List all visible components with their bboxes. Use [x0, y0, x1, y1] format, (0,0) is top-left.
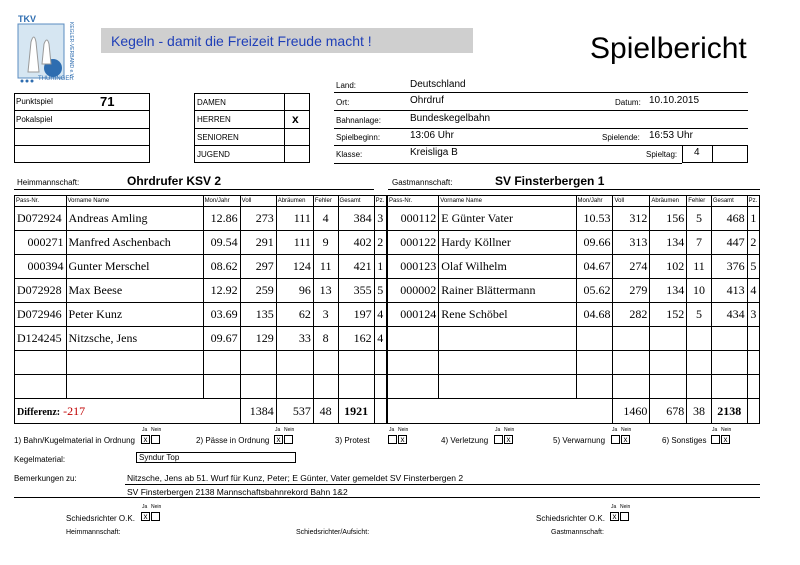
pz — [374, 375, 386, 399]
birth-date — [576, 375, 613, 399]
player-name: Hardy Köllner — [439, 231, 576, 255]
abraeumen: 134 — [650, 231, 687, 255]
table-row — [388, 255, 760, 279]
table-row — [388, 351, 760, 375]
differenz-cell — [15, 399, 241, 424]
kegelmaterial-label: Kegelmaterial: — [14, 455, 66, 464]
player-name — [66, 351, 203, 375]
check-2-nein-label: Nein — [284, 427, 295, 433]
signature-schiri-label: Schiedsrichter/Aufsicht: — [296, 529, 370, 536]
datum-label: Datum: — [615, 98, 641, 107]
col-name: Vorname Name — [439, 196, 576, 207]
home-total-pz — [374, 399, 386, 424]
voll: 297 — [240, 255, 276, 279]
punktspiel-label: Punktspiel — [16, 97, 53, 106]
schiedsrichter-ok-right-label: Schiedsrichter O.K. — [536, 514, 605, 523]
pz: 4 — [374, 303, 386, 327]
slogan-text: Kegeln - damit die Freizeit Freude macht ! — [111, 33, 372, 49]
gesamt: 421 — [338, 255, 374, 279]
signature-heim-label: Heimmannschaft: — [66, 529, 121, 536]
player-name — [439, 327, 576, 351]
col-name: Vorname Name — [66, 196, 203, 207]
guest-total-gesamt: 2138 — [711, 399, 747, 424]
fehler: 13 — [313, 279, 338, 303]
table-row — [15, 375, 387, 399]
player-name — [66, 375, 203, 399]
voll: 135 — [240, 303, 276, 327]
table-row — [388, 279, 760, 303]
voll — [240, 375, 276, 399]
klasse-value: Kreisliga B — [410, 147, 458, 158]
table-row — [388, 231, 760, 255]
fehler: 11 — [687, 255, 712, 279]
abraeumen — [650, 375, 687, 399]
col-pass: Pass-Nr. — [15, 196, 67, 207]
bemerkung-line-2: SV Finsterbergen 2138 Mannschaftsbahnrekord Bahn 1&2 — [127, 487, 348, 497]
birth-date: 09.67 — [203, 327, 240, 351]
voll: 312 — [613, 207, 650, 231]
schiedsrichter-left-ja-label: Ja — [142, 504, 148, 510]
heim-team-name: Ohrdrufer KSV 2 — [127, 174, 222, 188]
pass-nr: 000271 — [15, 231, 67, 255]
check-1-ja-box[interactable]: x — [141, 435, 150, 444]
abraeumen: 96 — [276, 279, 313, 303]
pass-nr — [15, 375, 67, 399]
bemerkung-line-1: Nitzsche, Jens ab 51. Wurf für Kunz, Peter; E Günter, Vater gemeldet SV Finsterbergen 2 — [127, 473, 464, 483]
pass-nr — [388, 351, 439, 375]
abraeumen: 111 — [276, 231, 313, 255]
birth-date: 04.67 — [576, 255, 613, 279]
spieltag-value: 4 — [694, 147, 700, 158]
fehler — [687, 327, 712, 351]
table-row — [15, 351, 387, 375]
birth-date — [576, 327, 613, 351]
abraeumen — [650, 351, 687, 375]
schiedsrichter-left-nein-box[interactable] — [151, 512, 160, 521]
abraeumen: 102 — [650, 255, 687, 279]
pass-nr: D124245 — [15, 327, 67, 351]
category-damen: DAMEN — [197, 98, 226, 107]
gesamt — [711, 351, 747, 375]
abraeumen: 111 — [276, 207, 313, 231]
guest-total-pz — [747, 399, 759, 424]
pz — [747, 375, 759, 399]
check-3-label: 3) Protest — [335, 436, 370, 445]
gesamt — [711, 327, 747, 351]
abraeumen: 62 — [276, 303, 313, 327]
logo-text: TKV — [18, 14, 36, 24]
fehler: 10 — [687, 279, 712, 303]
spielende-label: Spielende: — [602, 133, 640, 142]
pass-nr: 000122 — [388, 231, 439, 255]
spieltag-box — [682, 145, 748, 163]
player-name: Gunter Merschel — [66, 255, 203, 279]
fehler: 5 — [687, 303, 712, 327]
birth-date: 03.69 — [203, 303, 240, 327]
pass-nr: 000123 — [388, 255, 439, 279]
pass-nr: D072946 — [15, 303, 67, 327]
pz: 1 — [747, 207, 759, 231]
guest-total-voll: 1460 — [613, 399, 650, 424]
voll: 274 — [613, 255, 650, 279]
check-2-ja-label: Ja — [275, 427, 281, 433]
schiedsrichter-left-nein-label: Nein — [151, 504, 162, 510]
fehler — [687, 351, 712, 375]
check-5-label: 5) Verwarnung — [553, 436, 606, 445]
guest-totals-spacer — [388, 399, 613, 424]
guest-total-fehler: 38 — [687, 399, 712, 424]
col-abraeumen: Abräumen — [650, 196, 687, 207]
voll: 313 — [613, 231, 650, 255]
player-name: E Günter Vater — [439, 207, 576, 231]
gast-label: Gastmannschaft: — [392, 178, 453, 187]
pz — [374, 351, 386, 375]
pass-nr: 000394 — [15, 255, 67, 279]
abraeumen: 156 — [650, 207, 687, 231]
guest-player-table — [387, 195, 760, 424]
gesamt: 384 — [338, 207, 374, 231]
spieltag-label: Spieltag: — [646, 150, 678, 159]
schiedsrichter-right-nein-box[interactable] — [620, 512, 629, 521]
logo-bottom-text: THÜRINGER — [38, 76, 74, 82]
table-row — [15, 327, 387, 351]
category-herren-mark: x — [292, 112, 299, 126]
player-name: Olaf Wilhelm — [439, 255, 576, 279]
guest-total-abraeumen: 678 — [650, 399, 687, 424]
spielbeginn-value: 13:06 Uhr — [410, 130, 454, 141]
home-total-fehler: 48 — [313, 399, 338, 424]
pz: 3 — [374, 207, 386, 231]
col-date: Mon/Jahr — [203, 196, 240, 207]
check-6-label: 6) Sonstiges — [662, 436, 707, 445]
player-name: Rainer Blättermann — [439, 279, 576, 303]
birth-date: 12.92 — [203, 279, 240, 303]
check-1-nein-label: Nein — [151, 427, 162, 433]
pass-nr: 000112 — [388, 207, 439, 231]
birth-date: 09.66 — [576, 231, 613, 255]
player-name — [439, 351, 576, 375]
pz: 4 — [747, 279, 759, 303]
check-4-label: 4) Verletzung — [441, 436, 489, 445]
gesamt: 434 — [711, 303, 747, 327]
home-totals-row — [15, 399, 387, 424]
gesamt: 355 — [338, 279, 374, 303]
kegel-logo-icon — [16, 14, 92, 84]
col-gesamt: Gesamt — [711, 196, 747, 207]
check-2-label: 2) Pässe in Ordnung — [196, 436, 270, 445]
pz: 4 — [374, 327, 386, 351]
voll — [613, 327, 650, 351]
birth-date: 05.62 — [576, 279, 613, 303]
check-1-nein-box[interactable] — [151, 435, 160, 444]
check-3-nein-label: Nein — [398, 427, 409, 433]
check-3-ja-box[interactable] — [388, 435, 397, 444]
table-row — [15, 231, 387, 255]
gesamt: 162 — [338, 327, 374, 351]
birth-date: 12.86 — [203, 207, 240, 231]
pokalspiel-label: Pokalspiel — [16, 115, 53, 124]
check-3-nein-box[interactable]: x — [398, 435, 407, 444]
pz: 2 — [374, 231, 386, 255]
col-fehler: Fehler — [313, 196, 338, 207]
check-5-ja-box[interactable] — [611, 435, 620, 444]
fehler: 9 — [313, 231, 338, 255]
fehler: 5 — [687, 207, 712, 231]
birth-date — [576, 351, 613, 375]
schiedsrichter-right-ja-box[interactable]: x — [610, 512, 619, 521]
birth-date: 10.53 — [576, 207, 613, 231]
table-row — [388, 327, 760, 351]
check-1-label: 1) Bahn/Kugelmaterial in Ordnung — [14, 436, 135, 445]
check-3-ja-label: Ja — [389, 427, 395, 433]
schiedsrichter-ok-left-label: Schiedsrichter O.K. — [66, 514, 135, 523]
player-name: Peter Kunz — [66, 303, 203, 327]
bemerkungen-label: Bemerkungen zu: — [14, 474, 77, 483]
check-1-ja-label: Ja — [142, 427, 148, 433]
abraeumen — [276, 351, 313, 375]
bahnanlage-label: Bahnanlage: — [336, 116, 381, 125]
gesamt: 197 — [338, 303, 374, 327]
abraeumen: 33 — [276, 327, 313, 351]
player-name: Max Beese — [66, 279, 203, 303]
table-row — [15, 255, 387, 279]
pass-nr: 000002 — [388, 279, 439, 303]
guest-header-row — [388, 196, 760, 207]
birth-date — [203, 375, 240, 399]
kegelmaterial-value: Syndur Top — [139, 453, 180, 462]
col-fehler: Fehler — [687, 196, 712, 207]
land-label: Land: — [336, 81, 357, 90]
table-row — [15, 303, 387, 327]
player-name: Rene Schöbel — [439, 303, 576, 327]
category-herren: HERREN — [197, 115, 231, 124]
check-6-nein-label: Nein — [721, 427, 732, 433]
voll: 259 — [240, 279, 276, 303]
bahnanlage-value: Bundeskegelbahn — [410, 113, 491, 124]
player-name — [439, 375, 576, 399]
check-4-ja-box[interactable] — [494, 435, 503, 444]
voll: 129 — [240, 327, 276, 351]
fehler — [313, 375, 338, 399]
check-4-ja-label: Ja — [495, 427, 501, 433]
gesamt — [338, 351, 374, 375]
pz: 2 — [747, 231, 759, 255]
fehler: 8 — [313, 327, 338, 351]
table-row — [388, 375, 760, 399]
pz: 5 — [747, 255, 759, 279]
check-5-nein-label: Nein — [621, 427, 632, 433]
col-voll: Voll — [240, 196, 276, 207]
fehler: 4 — [313, 207, 338, 231]
table-row — [15, 279, 387, 303]
player-name: Nitzsche, Jens — [66, 327, 203, 351]
schiedsrichter-left-ja-box[interactable]: x — [141, 512, 150, 521]
check-6-ja-box[interactable] — [711, 435, 720, 444]
abraeumen: 134 — [650, 279, 687, 303]
differenz-label: Differenz: — [17, 406, 61, 418]
spielende-value: 16:53 Uhr — [649, 130, 693, 141]
table-row — [388, 303, 760, 327]
spielbeginn-label: Spielbeginn: — [336, 133, 381, 142]
fehler: 3 — [313, 303, 338, 327]
pz: 1 — [374, 255, 386, 279]
home-total-abraeumen: 537 — [276, 399, 313, 424]
pass-nr — [388, 375, 439, 399]
datum-value: 10.10.2015 — [649, 95, 700, 106]
col-pass: Pass-Nr. — [388, 196, 439, 207]
abraeumen: 124 — [276, 255, 313, 279]
pz — [747, 351, 759, 375]
heim-label: Heimmannschaft: — [17, 178, 80, 187]
home-header-row — [15, 196, 387, 207]
category-senioren: SENIOREN — [197, 133, 239, 142]
check-2-nein-box[interactable] — [284, 435, 293, 444]
col-date: Mon/Jahr — [576, 196, 613, 207]
player-name: Manfred Aschenbach — [66, 231, 203, 255]
page-title: Spielbericht — [590, 32, 747, 65]
abraeumen: 152 — [650, 303, 687, 327]
voll: 273 — [240, 207, 276, 231]
pass-nr — [15, 351, 67, 375]
slogan-banner — [101, 28, 473, 53]
table-row — [388, 207, 760, 231]
home-total-voll: 1384 — [240, 399, 276, 424]
fehler — [313, 351, 338, 375]
home-player-table — [14, 195, 387, 424]
abraeumen — [276, 375, 313, 399]
check-6-nein-box[interactable]: x — [721, 435, 730, 444]
ort-value: Ohrdruf — [410, 95, 444, 106]
birth-date: 04.68 — [576, 303, 613, 327]
gesamt — [338, 375, 374, 399]
gesamt: 468 — [711, 207, 747, 231]
differenz-value: -217 — [63, 403, 86, 418]
col-pz: Pz. — [374, 196, 386, 207]
birth-date: 09.54 — [203, 231, 240, 255]
gesamt: 413 — [711, 279, 747, 303]
check-2-ja-box[interactable]: x — [274, 435, 283, 444]
home-total-gesamt: 1921 — [338, 399, 374, 424]
col-pz: Pz. — [747, 196, 759, 207]
check-6-ja-label: Ja — [712, 427, 718, 433]
gesamt: 447 — [711, 231, 747, 255]
ort-label: Ort: — [336, 98, 350, 107]
voll — [613, 375, 650, 399]
voll — [613, 351, 650, 375]
voll: 291 — [240, 231, 276, 255]
guest-totals-row — [388, 399, 760, 424]
fehler: 7 — [687, 231, 712, 255]
gesamt: 402 — [338, 231, 374, 255]
logo-side-text: KEGLER-VERBAND e.V. — [68, 22, 74, 78]
check-4-nein-label: Nein — [504, 427, 515, 433]
schiedsrichter-right-ja-label: Ja — [611, 504, 617, 510]
col-gesamt: Gesamt — [338, 196, 374, 207]
check-4-nein-box[interactable]: x — [504, 435, 513, 444]
voll: 282 — [613, 303, 650, 327]
voll — [240, 351, 276, 375]
check-5-ja-label: Ja — [612, 427, 618, 433]
gesamt — [711, 375, 747, 399]
pz: 3 — [747, 303, 759, 327]
col-voll: Voll — [613, 196, 650, 207]
abraeumen — [650, 327, 687, 351]
pz — [747, 327, 759, 351]
land-value: Deutschland — [410, 79, 466, 90]
birth-date: 08.62 — [203, 255, 240, 279]
pass-nr: D072928 — [15, 279, 67, 303]
pass-nr — [388, 327, 439, 351]
schiedsrichter-right-nein-label: Nein — [620, 504, 631, 510]
punktspiel-value: 71 — [100, 94, 115, 109]
klasse-label: Klasse: — [336, 150, 363, 159]
category-jugend: JUGEND — [197, 150, 230, 159]
logo — [16, 14, 92, 84]
birth-date — [203, 351, 240, 375]
gesamt: 376 — [711, 255, 747, 279]
table-row — [15, 207, 387, 231]
player-name: Andreas Amling — [66, 207, 203, 231]
pass-nr: D072924 — [15, 207, 67, 231]
fehler — [687, 375, 712, 399]
pass-nr: 000124 — [388, 303, 439, 327]
signature-gast-label: Gastmannschaft: — [551, 529, 604, 536]
gast-team-name: SV Finsterbergen 1 — [495, 174, 605, 188]
voll: 279 — [613, 279, 650, 303]
check-5-nein-box[interactable]: x — [621, 435, 630, 444]
fehler: 11 — [313, 255, 338, 279]
col-abraeumen: Abräumen — [276, 196, 313, 207]
pz: 5 — [374, 279, 386, 303]
